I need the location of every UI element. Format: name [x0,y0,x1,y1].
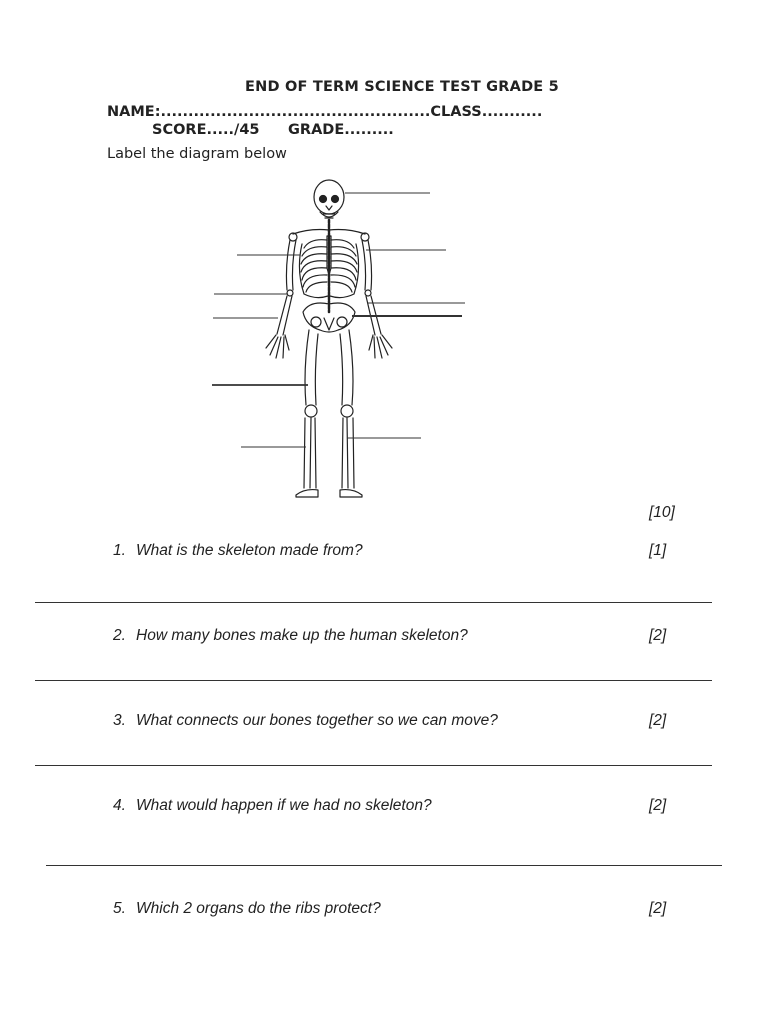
question-text: How many bones make up the human skeleton? [136,627,468,644]
question-number: 4. [113,797,126,814]
question-2-marks: [2] [649,627,667,644]
answer-line-2[interactable] [35,680,712,681]
question-text: Which 2 organs do the ribs protect? [136,900,381,917]
score-line: SCORE...../45 [152,122,260,138]
diagram-marks: [10] [649,504,675,521]
question-number: 2. [113,627,126,644]
question-number: 3. [113,712,126,729]
question-5 [113,900,381,918]
answer-line-1[interactable] [35,602,712,603]
question-5-marks: [2] [649,900,667,917]
name-class-line: NAME:.................................................CLASS........... [107,104,543,120]
question-1 [113,542,363,560]
question-3 [113,712,498,730]
answer-line-3[interactable] [35,765,712,766]
grade-line: GRADE......... [288,122,394,138]
test-title: END OF TERM SCIENCE TEST GRADE 5 [245,79,559,95]
question-2 [113,627,468,645]
question-4 [113,797,432,815]
question-1-marks: [1] [649,542,667,559]
skeleton-illustration [266,180,392,497]
question-number: 1. [113,542,126,559]
question-text: What connects our bones together so we can move? [136,712,498,729]
question-3-marks: [2] [649,712,667,729]
answer-line-4[interactable] [46,865,722,866]
question-4-marks: [2] [649,797,667,814]
question-text: What would happen if we had no skeleton? [136,797,432,814]
question-text: What is the skeleton made from? [136,542,363,559]
question-number: 5. [113,900,126,917]
diagram-instruction: Label the diagram below [107,146,287,162]
label-lines [212,193,465,447]
